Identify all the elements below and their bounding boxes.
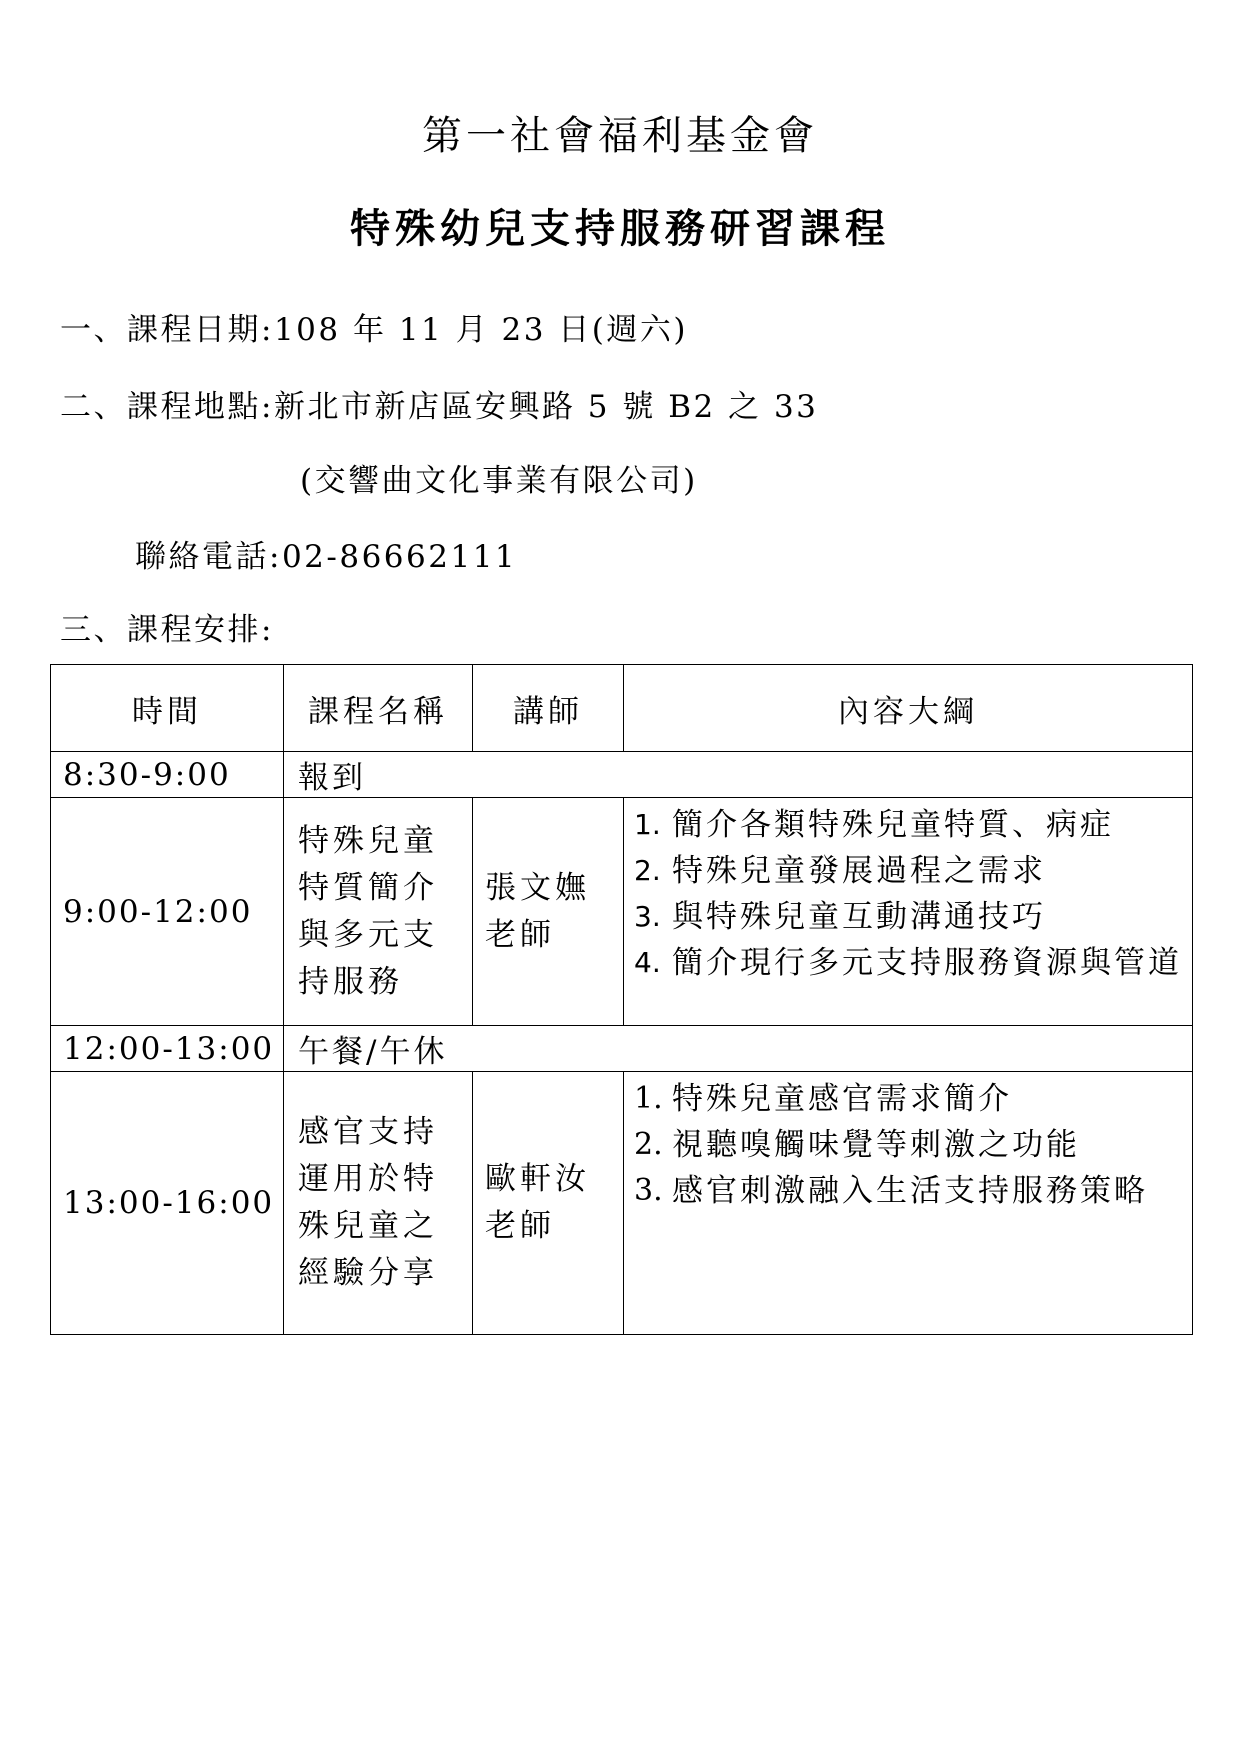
morning-outline bbox=[624, 798, 1193, 1026]
header-course-name: 課程名稱 bbox=[284, 665, 473, 752]
table-row-checkin bbox=[51, 752, 1193, 798]
outline-item bbox=[634, 848, 1182, 894]
schedule-heading: 三、課程安排: bbox=[60, 612, 274, 648]
course-title: 特殊幼兒支持服務研習課程 bbox=[350, 205, 890, 252]
afternoon-outline bbox=[624, 1072, 1193, 1335]
outline-text: 簡介現行多元支持服務資源與管道 bbox=[672, 945, 1182, 981]
checkin-activity: 報到 bbox=[284, 752, 1193, 798]
outline-text: 簡介各類特殊兒童特質、病症 bbox=[672, 807, 1114, 843]
morning-time: 9:00-12:00 bbox=[51, 798, 284, 1026]
afternoon-time: 13:00-16:00 bbox=[51, 1072, 284, 1335]
table-row-morning bbox=[51, 798, 1193, 1026]
course-date: 一、課程日期:108 年 11 月 23 日(週六) bbox=[60, 312, 688, 348]
table-row-afternoon bbox=[51, 1072, 1193, 1335]
outline-number: 2. bbox=[634, 1127, 663, 1162]
checkin-time: 8:30-9:00 bbox=[51, 752, 284, 798]
header-outline: 內容大綱 bbox=[624, 665, 1193, 752]
schedule-table bbox=[50, 664, 1193, 1335]
lunch-activity: 午餐/午休 bbox=[284, 1026, 1193, 1072]
outline-number: 3. bbox=[634, 1173, 663, 1208]
header-time: 時間 bbox=[51, 665, 284, 752]
outline-text: 特殊兒童感官需求簡介 bbox=[672, 1081, 1012, 1117]
contact-phone: 聯絡電話:02-86662111 bbox=[135, 539, 518, 575]
course-venue: (交響曲文化事業有限公司) bbox=[300, 463, 698, 499]
table-header-row bbox=[51, 665, 1193, 752]
outline-number: 4. bbox=[634, 946, 661, 979]
lunch-time: 12:00-13:00 bbox=[51, 1026, 284, 1072]
course-location: 二、課程地點:新北市新店區安興路 5 號 B2 之 33 bbox=[60, 389, 819, 425]
outline-number: 2. bbox=[634, 854, 661, 887]
outline-number: 1. bbox=[634, 1081, 663, 1116]
outline-text: 感官刺激融入生活支持服務策略 bbox=[672, 1173, 1148, 1209]
outline-item bbox=[634, 1168, 1182, 1214]
outline-text: 視聽嗅觸味覺等刺激之功能 bbox=[672, 1127, 1080, 1163]
morning-course-name: 特殊兒童特質簡介與多元支持服務 bbox=[284, 798, 473, 1026]
afternoon-course-name: 感官支持運用於特殊兒童之經驗分享 bbox=[284, 1072, 473, 1335]
table-row-lunch bbox=[51, 1026, 1193, 1072]
outline-item bbox=[634, 1076, 1182, 1122]
outline-item bbox=[634, 894, 1182, 940]
outline-item bbox=[634, 1122, 1182, 1168]
outline-number: 3. bbox=[634, 900, 661, 933]
header-instructor: 講師 bbox=[473, 665, 624, 752]
morning-instructor: 張文嫵老師 bbox=[473, 798, 624, 1026]
outline-item bbox=[634, 802, 1182, 848]
outline-item bbox=[634, 940, 1182, 986]
afternoon-instructor: 歐軒汝老師 bbox=[473, 1072, 624, 1335]
outline-text: 與特殊兒童互動溝通技巧 bbox=[672, 899, 1046, 935]
organization-title: 第一社會福利基金會 bbox=[422, 113, 818, 159]
outline-text: 特殊兒童發展過程之需求 bbox=[672, 853, 1046, 889]
outline-number: 1. bbox=[634, 808, 661, 841]
